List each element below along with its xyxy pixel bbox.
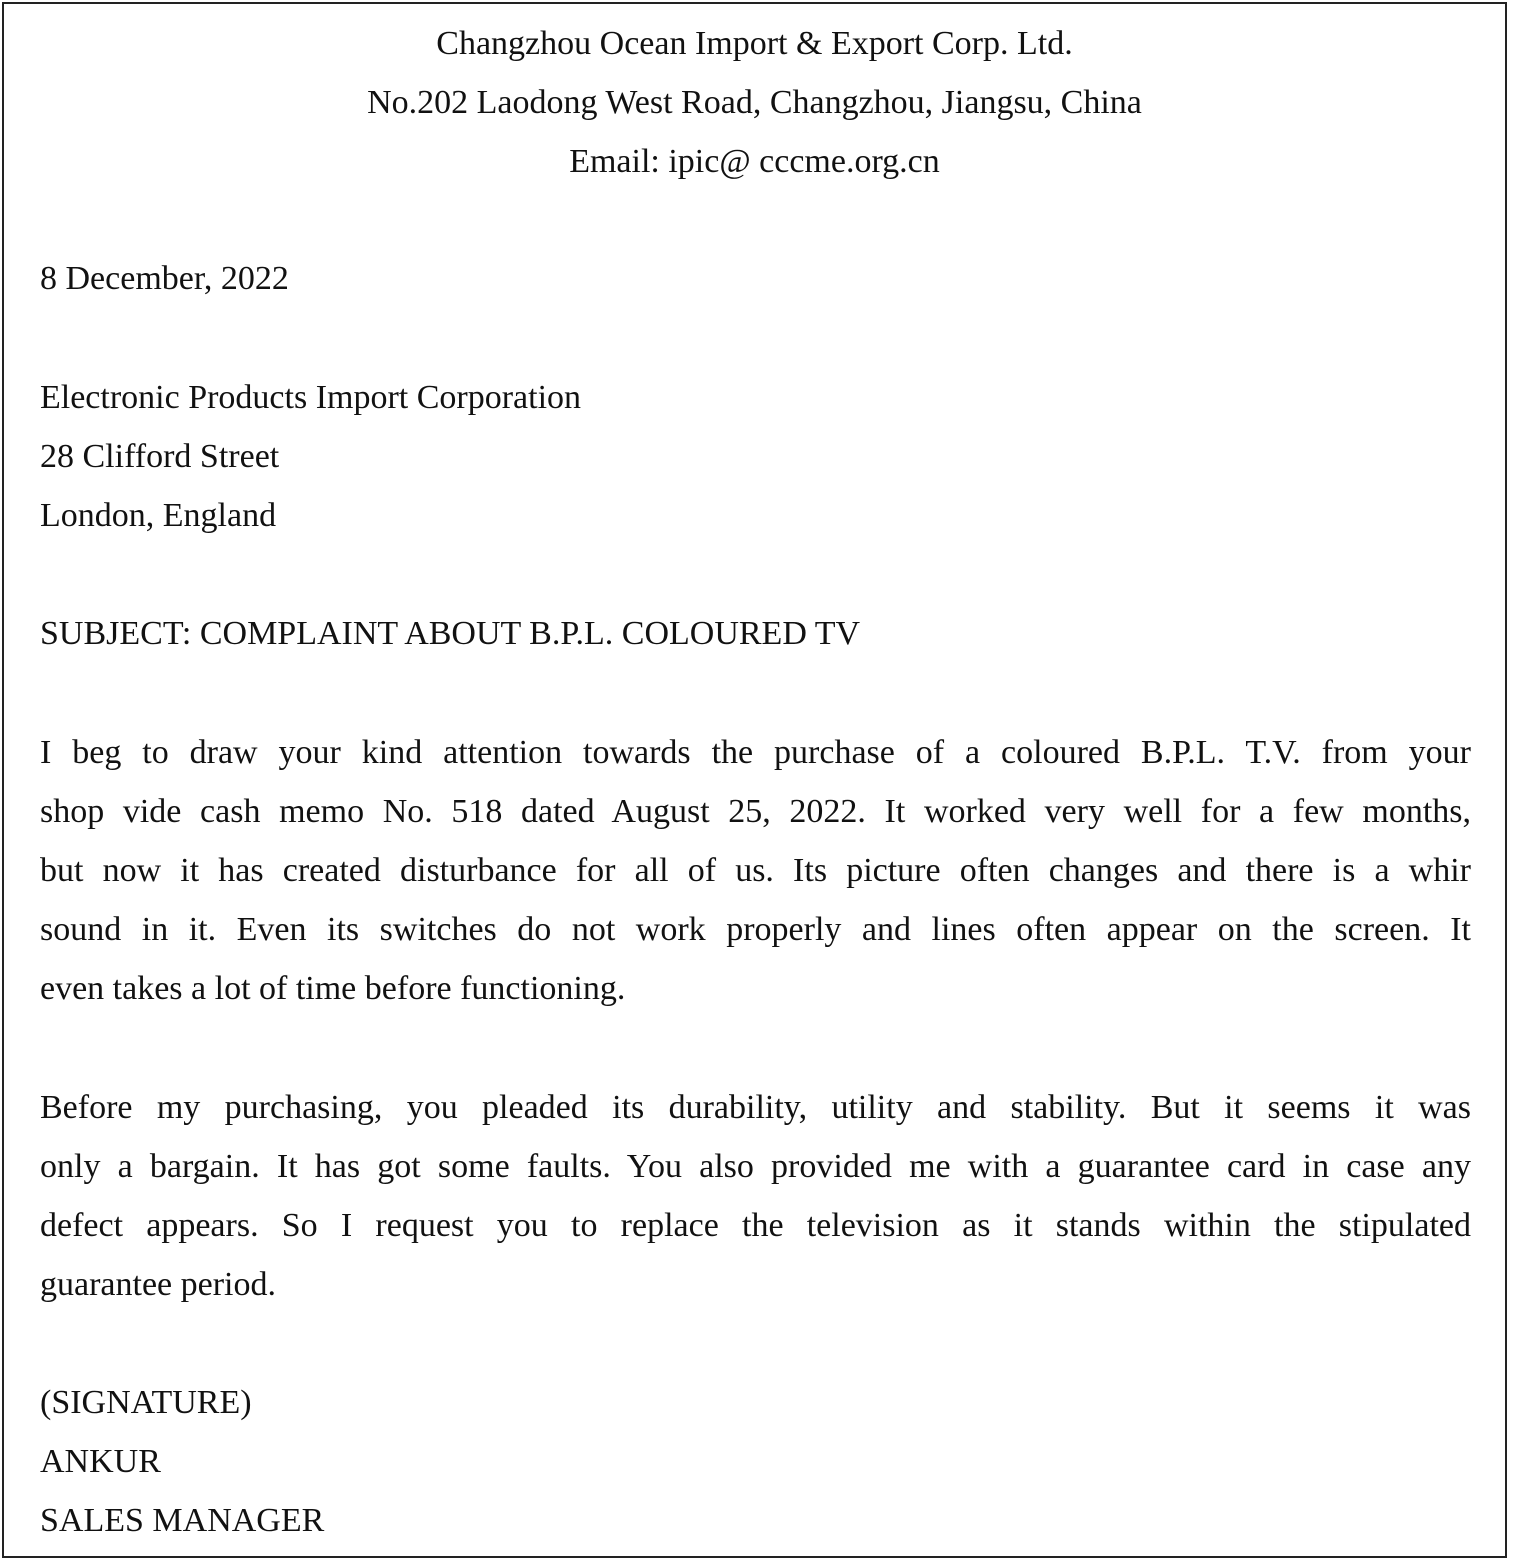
paragraph1-line: I beg to draw your kind attention towards the purchase of a coloured B.P.L. T.V. from your	[40, 734, 1471, 771]
recipient-street: 28 Clifford Street	[40, 438, 280, 475]
subject-line: SUBJECT: COMPLAINT ABOUT B.P.L. COLOURED TV	[40, 615, 861, 652]
paragraph2-line: defect appears. So I request you to replace the television as it stands within the stipulated	[40, 1207, 1471, 1244]
letterhead-address: No.202 Laodong West Road, Changzhou, Jiangsu, China	[367, 84, 1142, 121]
paragraph1-line: but now it has created disturbance for all of us. Its picture often changes and there is a whir	[40, 852, 1471, 889]
paragraph2-line: only a bargain. It has got some faults. You also provided me with a guarantee card in case any	[40, 1148, 1471, 1185]
paragraph2-line: Before my purchasing, you pleaded its durability, utility and stability. But it seems it was	[40, 1089, 1471, 1126]
letterhead-email: Email: ipic@ cccme.org.cn	[569, 143, 940, 180]
letter-date: 8 December, 2022	[40, 260, 289, 297]
signer-name: ANKUR	[40, 1443, 161, 1480]
paragraph1-line: even takes a lot of time before functioning.	[40, 970, 626, 1007]
signer-title: SALES MANAGER	[40, 1502, 325, 1539]
letterhead-company: Changzhou Ocean Import & Export Corp. Ltd.	[436, 25, 1073, 62]
paragraph2-line: guarantee period.	[40, 1266, 276, 1303]
signature-placeholder: (SIGNATURE)	[40, 1384, 252, 1421]
paragraph1-line: shop vide cash memo No. 518 dated August 25, 2022. It worked very well for a few months,	[40, 793, 1471, 830]
paragraph1-line: sound in it. Even its switches do not work properly and lines often appear on the screen. It	[40, 911, 1471, 948]
recipient-city: London, England	[40, 497, 277, 534]
letter-frame	[2, 2, 1507, 1558]
recipient-name: Electronic Products Import Corporation	[40, 379, 582, 416]
